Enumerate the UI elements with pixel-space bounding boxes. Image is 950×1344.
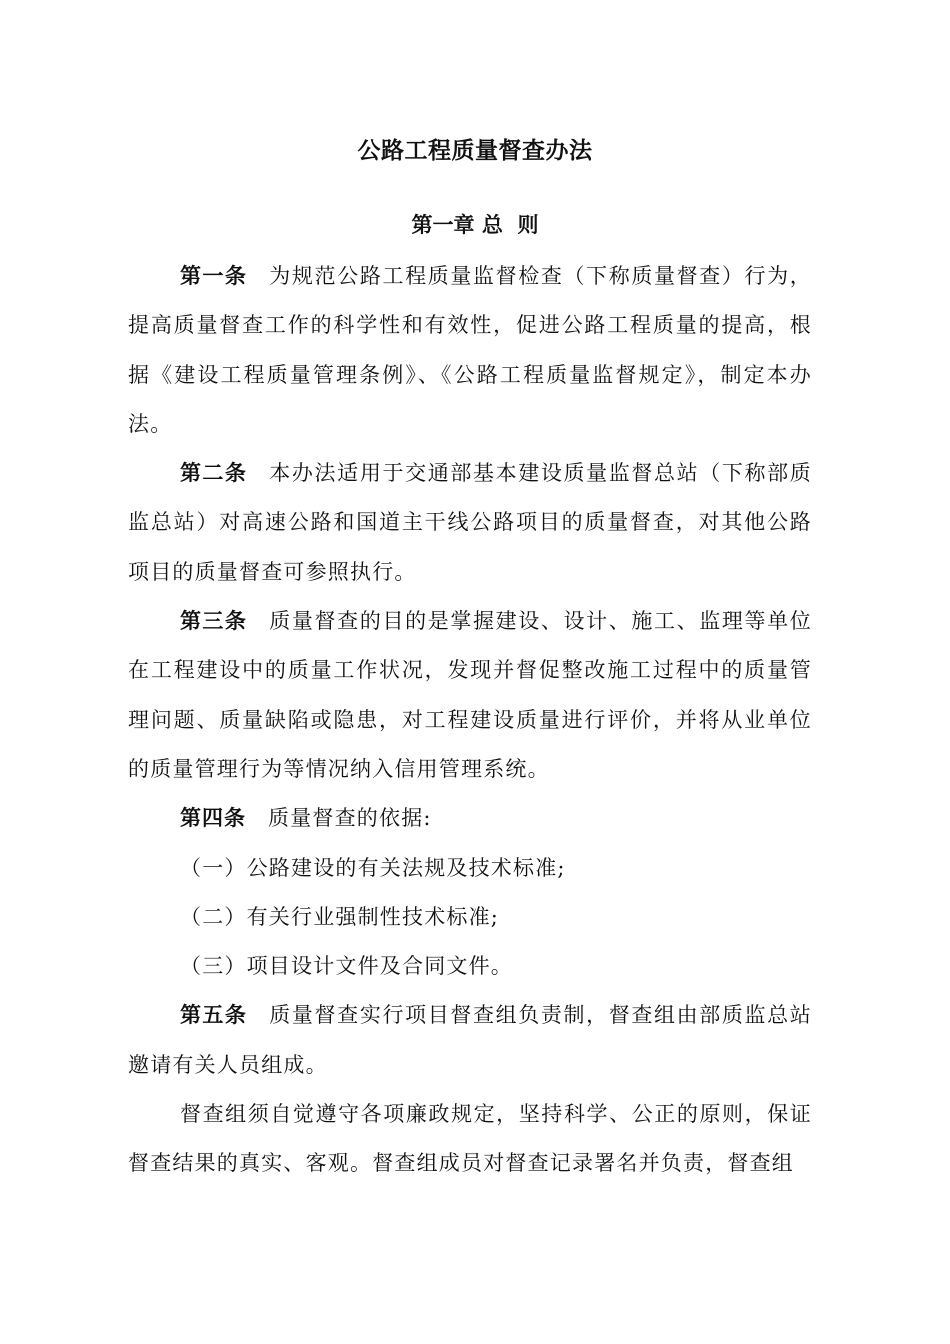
article-4-label: 第四条	[180, 806, 246, 831]
document-title: 公路工程质量督查办法	[357, 138, 593, 164]
article-3-label: 第三条	[180, 609, 248, 634]
article-1	[128, 252, 812, 449]
list-item: （三）项目设计文件及合同文件。	[180, 954, 513, 979]
list-item: （一）公路建设的有关法规及技术标准;	[180, 855, 566, 880]
article-3	[128, 597, 812, 794]
article-5-label: 第五条	[180, 1003, 248, 1028]
article-2-text: 本办法适用于交通部基本建设质量监督总站（下称部质监总站）对高速公路和国道主干线公路项目的质量督查，对其他公路项目的质量督查可参照执行。	[128, 461, 812, 584]
list-item: （二）有关行业强制性技术标准;	[180, 904, 500, 929]
article-3-text: 质量督查的目的是掌握建设、设计、施工、监理等单位在工程建设中的质量工作状况，发现并督促整改施工过程中的质量管理问题、质量缺陷或隐患，对工程建设质量进行评价，并将从业单位的质量管理行为等情况纳入信用管理系统。	[128, 609, 812, 781]
article-2	[128, 449, 812, 597]
article-5-text: 质量督查实行项目督查组负责制，督查组由部质监总站邀请有关人员组成。	[128, 1003, 812, 1077]
chapter-heading: 第一章 总 则	[411, 213, 539, 237]
paragraph-final: 督查组须自觉遵守各项廉政规定，坚持科学、公正的原则，保证督查结果的真实、客观。督查组成员对督查记录署名并负责，督查组	[128, 1102, 812, 1176]
document-body	[128, 252, 812, 1189]
article-2-label: 第二条	[180, 461, 248, 486]
article-4-text: 质量督查的依据:	[268, 806, 432, 831]
article-1-text: 为规范公路工程质量监督检查（下称质量督查）行为，提高质量督查工作的科学性和有效性，促进公路工程质量的提高，根据《建设工程质量管理条例》、《公路工程质量监督规定》，制定本办法。	[128, 264, 812, 436]
article-4	[128, 794, 812, 843]
article-5	[128, 991, 812, 1090]
article-1-label: 第一条	[180, 264, 248, 288]
